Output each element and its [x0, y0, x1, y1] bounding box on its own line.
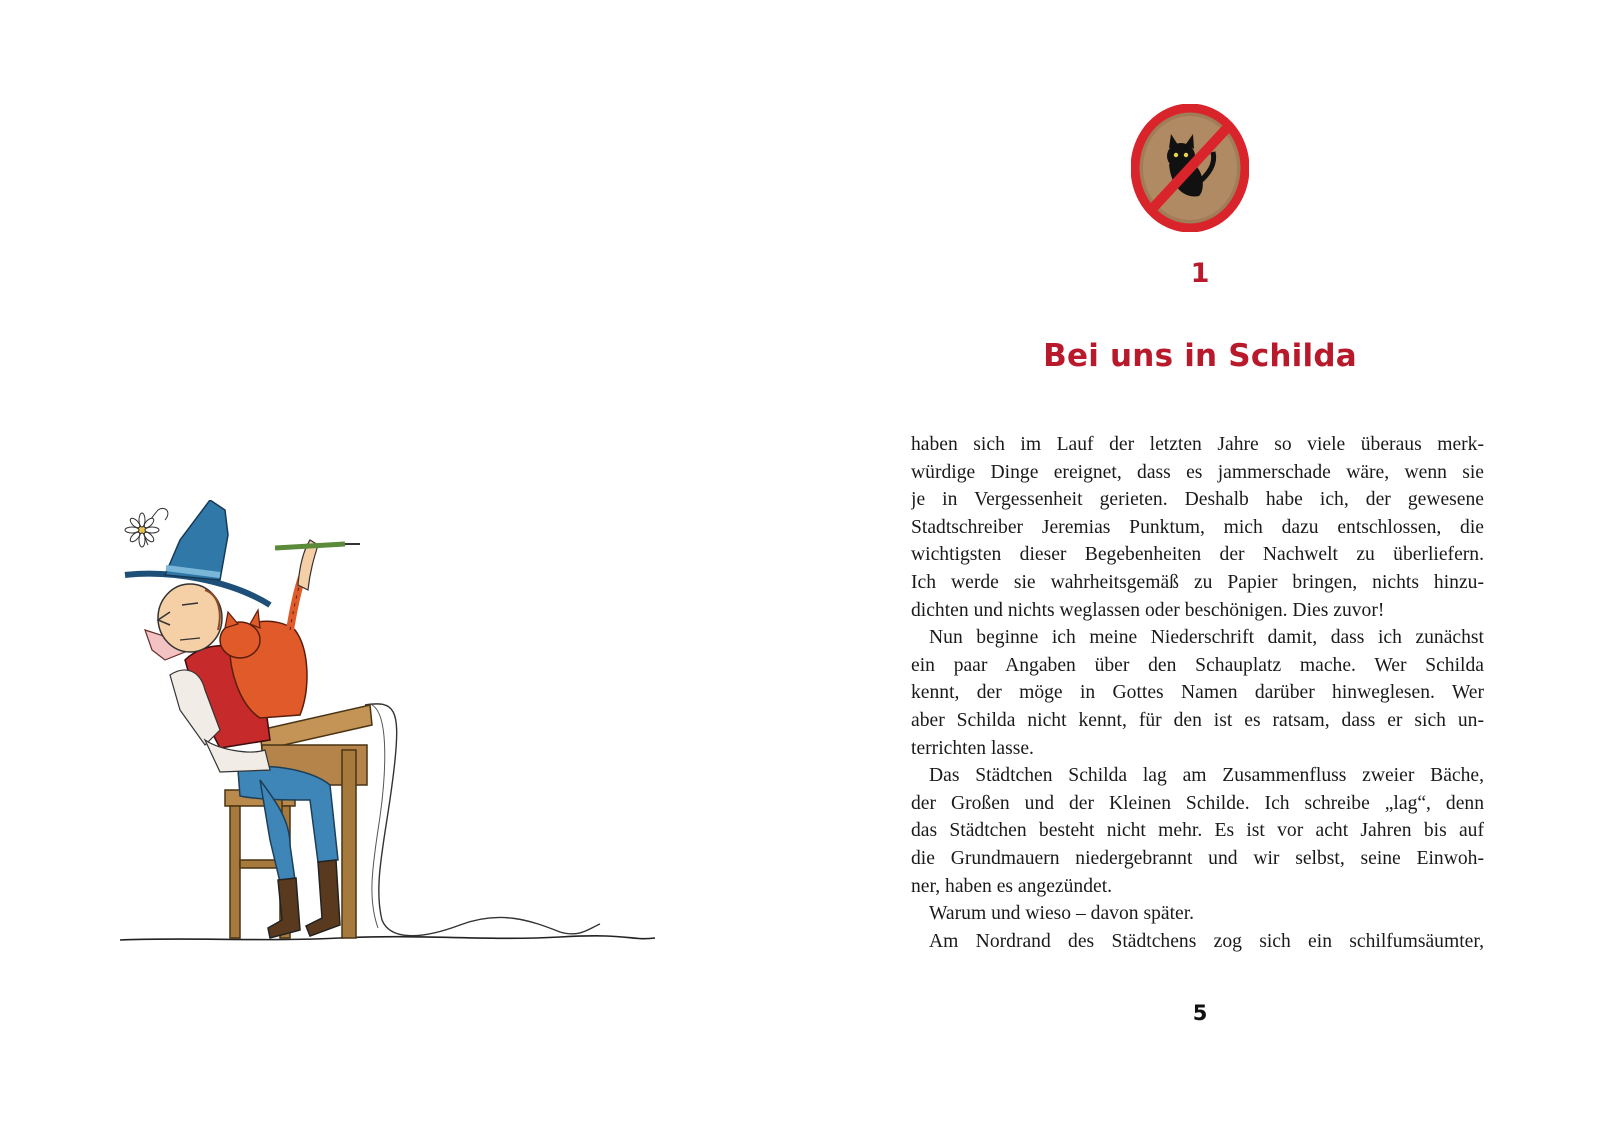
daisy-flower: [125, 508, 168, 547]
chapter-number: 1: [1190, 258, 1210, 289]
text-line: Das Städtchen Schilda lag am Zusammenfluss zweier Bäche,: [929, 765, 1484, 787]
chapter-title: Bei uns in Schilda: [1043, 338, 1357, 374]
text-line: die Grundmauern niedergebrannt und wir selbst, seine Einwoh-: [911, 847, 1484, 869]
text-line: kennt, der möge in Gottes Namen darüber hinweglesen. Wer: [911, 682, 1484, 704]
paper-scroll: [365, 704, 600, 936]
raised-arm-with-pen: [275, 540, 360, 590]
text-line: Ich werde sie wahrheitsgemäß zu Papier bringen, nichts hinzu-: [911, 571, 1484, 593]
scribe-with-cat-illustration: [110, 500, 680, 980]
text-line: wichtigsten dieser Begebenheiten der Nachwelt zu überliefern.: [911, 544, 1484, 566]
text-line: Stadtschreiber Jeremias Punktum, mich dazu entschlossen, die: [911, 516, 1484, 538]
text-line: je in Vergessenheit gerieten. Deshalb habe ich, der gewesene: [911, 489, 1484, 511]
text-line: dichten und nichts weglassen oder beschönigen. Dies zuvor!: [911, 599, 1385, 621]
ground-line: [120, 936, 655, 940]
text-line: der Großen und der Kleinen Schilde. Ich schreibe „lag“, denn: [911, 792, 1484, 814]
scribe-head: [158, 584, 222, 652]
no-cat-sign-icon: [1131, 104, 1249, 232]
text-line: Warum und wieso – davon später.: [929, 903, 1195, 925]
scribe-legs: [238, 766, 340, 938]
page-number: 5: [1192, 1001, 1208, 1025]
text-line: aber Schilda nicht kennt, für den ist es ratsam, dass er sich un-: [911, 709, 1484, 731]
text-line: Nun beginne ich meine Niederschrift damit, dass ich zunächst: [929, 627, 1484, 649]
text-line: das Städtchen besteht nicht mehr. Es ist vor acht Jahren bis auf: [911, 820, 1484, 842]
text-line: ein paar Angaben über den Schauplatz mache. Wer Schilda: [911, 654, 1484, 676]
text-line: terrichten lasse.: [911, 737, 1034, 759]
body-text: [911, 431, 1484, 955]
text-line: Am Nordrand des Städtchens zog sich ein schilfumsäumter,: [929, 930, 1484, 952]
right-page: [800, 0, 1600, 1129]
text-line: würdige Dinge ereignet, dass es jammerschade wäre, wenn sie: [911, 461, 1484, 483]
text-line: haben sich im Lauf der letzten Jahre so viele überaus merk-: [911, 434, 1484, 455]
text-line: ner, haben es angezündet.: [911, 875, 1113, 897]
